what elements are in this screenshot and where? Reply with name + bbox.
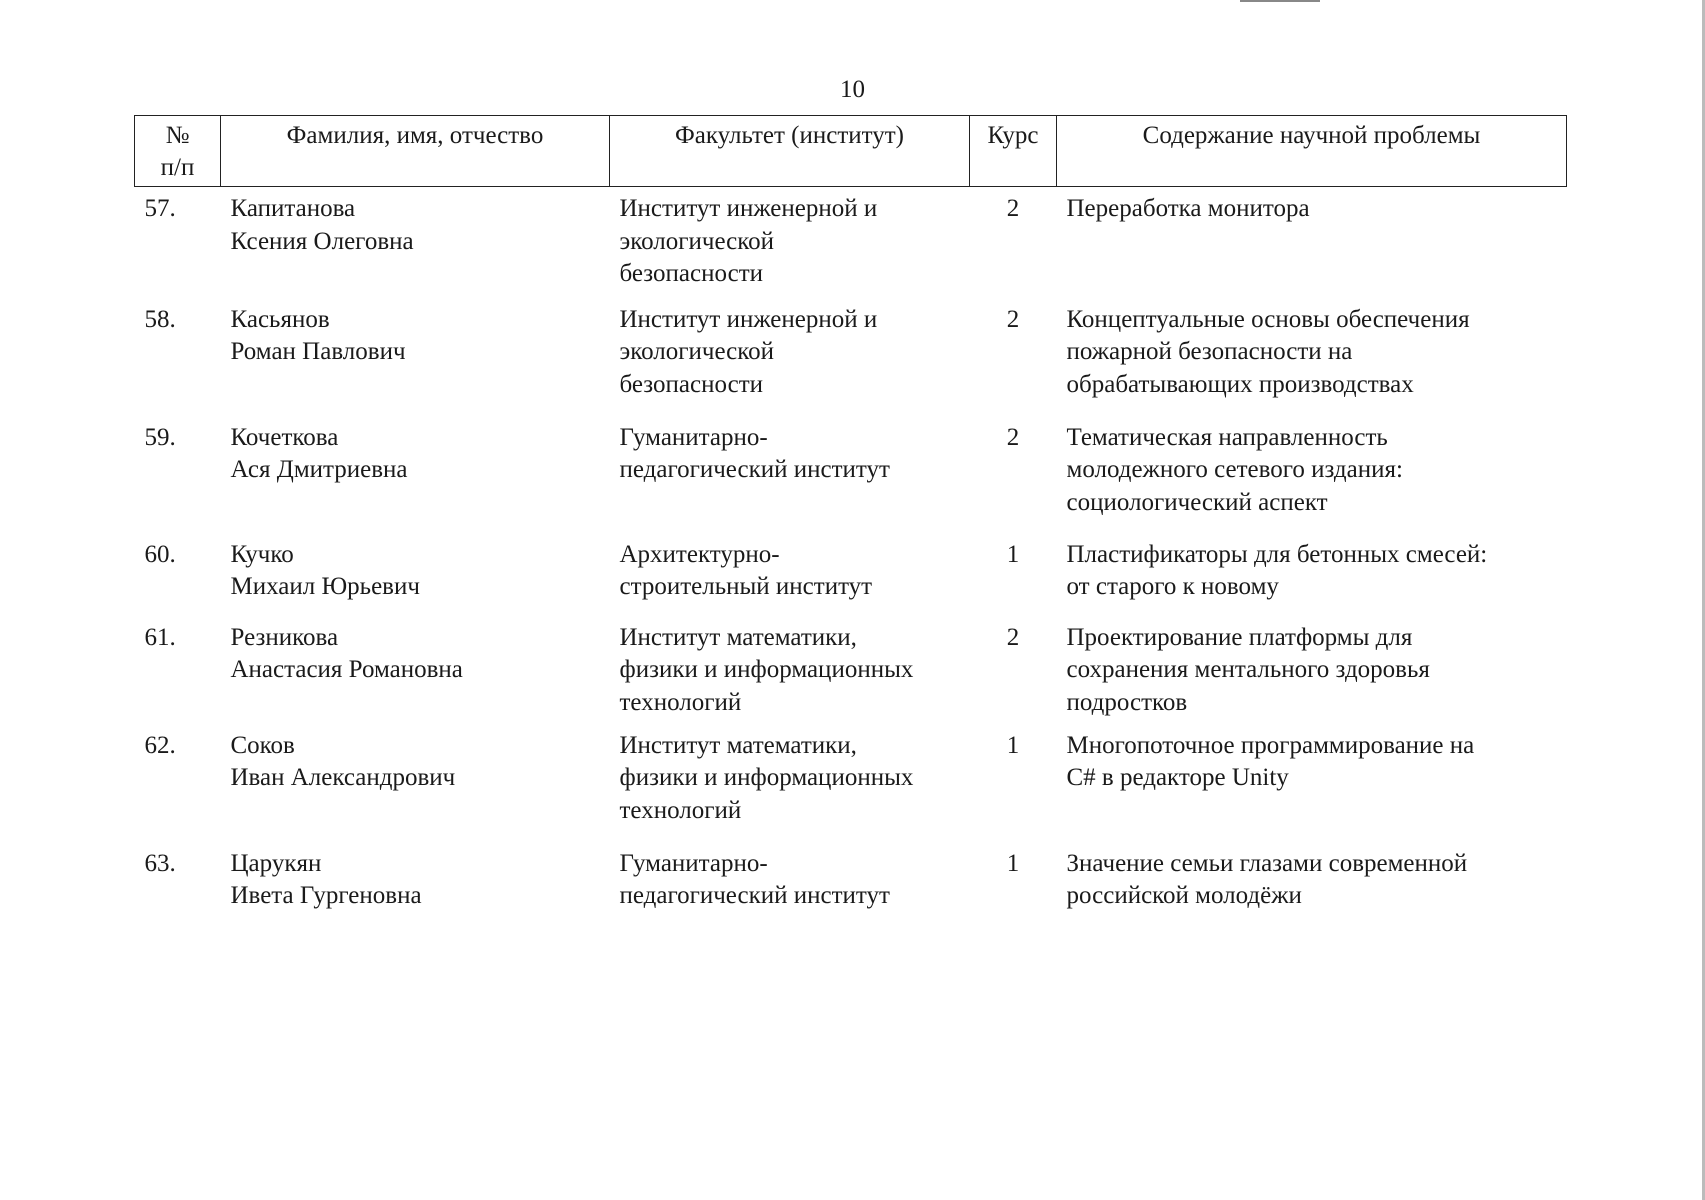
table-row [135, 730, 1567, 848]
research-topic-line: Концептуальные основы обеспечения [1066, 305, 1470, 333]
research-topic-line: обрабатывающих производствах [1066, 370, 1414, 398]
row-number-value: 57. [144, 195, 176, 222]
research-topic [1057, 422, 1567, 539]
course [970, 422, 1057, 539]
table-row [135, 539, 1567, 622]
course-value: 1 [1006, 849, 1020, 877]
row-number-value: 59. [144, 423, 176, 451]
faculty [610, 622, 970, 730]
faculty-line: Гуманитарно- [619, 849, 768, 877]
course-value: 1 [1006, 731, 1020, 759]
research-topic [1057, 622, 1567, 730]
header-number [135, 116, 221, 187]
research-topic [1057, 304, 1567, 422]
course-value: 2 [1006, 195, 1020, 222]
header-faculty: Факультет (институт) [610, 116, 970, 187]
student-name-line: Анастасия Романовна [230, 656, 463, 683]
table-body [135, 187, 1567, 928]
faculty-line: технологий [619, 796, 742, 824]
student-name-line: Капитанова [230, 195, 356, 222]
research-topic-line: социологический аспект [1066, 488, 1328, 516]
research-topic-line: Многопоточное программирование на [1066, 731, 1475, 759]
research-topic-line: Тематическая направленность [1066, 423, 1388, 451]
table-header [135, 116, 1567, 187]
student-name [221, 622, 610, 730]
faculty [610, 848, 970, 928]
research-topic-line: Проектирование платформы для [1066, 623, 1413, 651]
faculty-line: экологической [619, 227, 775, 255]
row-number [135, 422, 221, 539]
student-name-line: Ася Дмитриевна [230, 456, 408, 483]
student-name-line: Касьянов [230, 305, 330, 333]
students-table [134, 115, 1567, 928]
student-name-line: Резникова [230, 623, 339, 651]
course [970, 730, 1057, 848]
faculty-line: безопасности [619, 370, 763, 398]
student-name-line: Царукян [230, 849, 322, 877]
table-row [135, 187, 1567, 304]
table-row [135, 622, 1567, 730]
student-name [221, 304, 610, 422]
header-number-sign: № [165, 122, 190, 149]
row-number-value: 62. [144, 731, 176, 759]
faculty [610, 730, 970, 848]
student-name-line: Михаил Юрьевич [230, 573, 420, 600]
faculty [610, 187, 970, 304]
row-number [135, 848, 221, 928]
faculty-line: физики и информационных [619, 656, 914, 683]
research-topic-line: сохранения ментального здоровья [1066, 656, 1430, 683]
table-row [135, 422, 1567, 539]
research-topic-line: Пластификаторы для бетонных смесей: [1066, 540, 1488, 568]
student-name [221, 187, 610, 304]
research-topic-line: C# в редакторе Unity [1066, 764, 1289, 791]
research-topic-line: российской молодёжи [1066, 882, 1302, 909]
course [970, 187, 1057, 304]
faculty-line: Архитектурно- [619, 540, 780, 568]
faculty-line: педагогический институт [619, 882, 890, 909]
faculty-line: безопасности [619, 260, 763, 287]
faculty [610, 304, 970, 422]
student-name-line: Соков [230, 731, 295, 759]
student-name-line: Кучко [230, 540, 294, 568]
research-topic [1057, 730, 1567, 848]
research-topic [1057, 187, 1567, 304]
row-number-value: 63. [144, 849, 176, 877]
faculty [610, 539, 970, 622]
page-number: 10 [840, 76, 865, 103]
row-number [135, 187, 221, 304]
header-row [135, 116, 1567, 187]
faculty-line: Институт инженерной и [619, 195, 878, 222]
row-number [135, 539, 221, 622]
research-topic-line: молодежного сетевого издания: [1066, 456, 1403, 483]
research-topic-line: подростков [1066, 688, 1188, 716]
student-name [221, 730, 610, 848]
faculty-line: физики и информационных [619, 764, 914, 791]
header-course: Курс [970, 116, 1057, 187]
course-value: 2 [1006, 305, 1020, 333]
scan-top-mark [1240, 0, 1320, 2]
research-topic [1057, 539, 1567, 622]
faculty [610, 422, 970, 539]
student-name [221, 539, 610, 622]
faculty-line: Гуманитарно- [619, 423, 768, 451]
course [970, 304, 1057, 422]
student-name-line: Кочеткова [230, 423, 339, 451]
course [970, 539, 1057, 622]
faculty-line: Институт математики, [619, 623, 857, 651]
research-topic [1057, 848, 1567, 928]
student-name [221, 422, 610, 539]
row-number [135, 730, 221, 848]
student-name-line: Роман Павлович [230, 338, 406, 365]
faculty-line: строительный институт [619, 573, 873, 600]
course [970, 622, 1057, 730]
row-number-value: 58. [144, 305, 176, 333]
row-number-value: 60. [144, 540, 176, 568]
faculty-line: Институт инженерной и [619, 305, 878, 333]
students-table-container [134, 115, 1566, 928]
student-name-line: Иван Александрович [230, 764, 456, 791]
faculty-line: педагогический институт [619, 456, 890, 483]
table-row [135, 848, 1567, 928]
student-name [221, 848, 610, 928]
header-research-topic: Содержание научной проблемы [1057, 116, 1567, 187]
research-topic-line: от старого к новому [1066, 573, 1279, 600]
faculty-line: технологий [619, 688, 742, 716]
table-row [135, 304, 1567, 422]
course-value: 1 [1006, 540, 1020, 568]
research-topic-line: Значение семьи глазами современной [1066, 849, 1468, 877]
research-topic-line: пожарной безопасности на [1066, 338, 1353, 365]
row-number [135, 304, 221, 422]
header-number-abbr: п/п [160, 154, 195, 181]
faculty-line: Институт математики, [619, 731, 857, 759]
faculty-line: экологической [619, 338, 775, 365]
research-topic-line: Переработка монитора [1066, 195, 1310, 222]
student-name-line: Ивета Гургеновна [230, 882, 422, 909]
course [970, 848, 1057, 928]
header-full-name: Фамилия, имя, отчество [221, 116, 610, 187]
student-name-line: Ксения Олеговна [230, 227, 414, 255]
row-number [135, 622, 221, 730]
course-value: 2 [1006, 423, 1020, 451]
row-number-value: 61. [144, 623, 176, 651]
course-value: 2 [1006, 623, 1020, 651]
